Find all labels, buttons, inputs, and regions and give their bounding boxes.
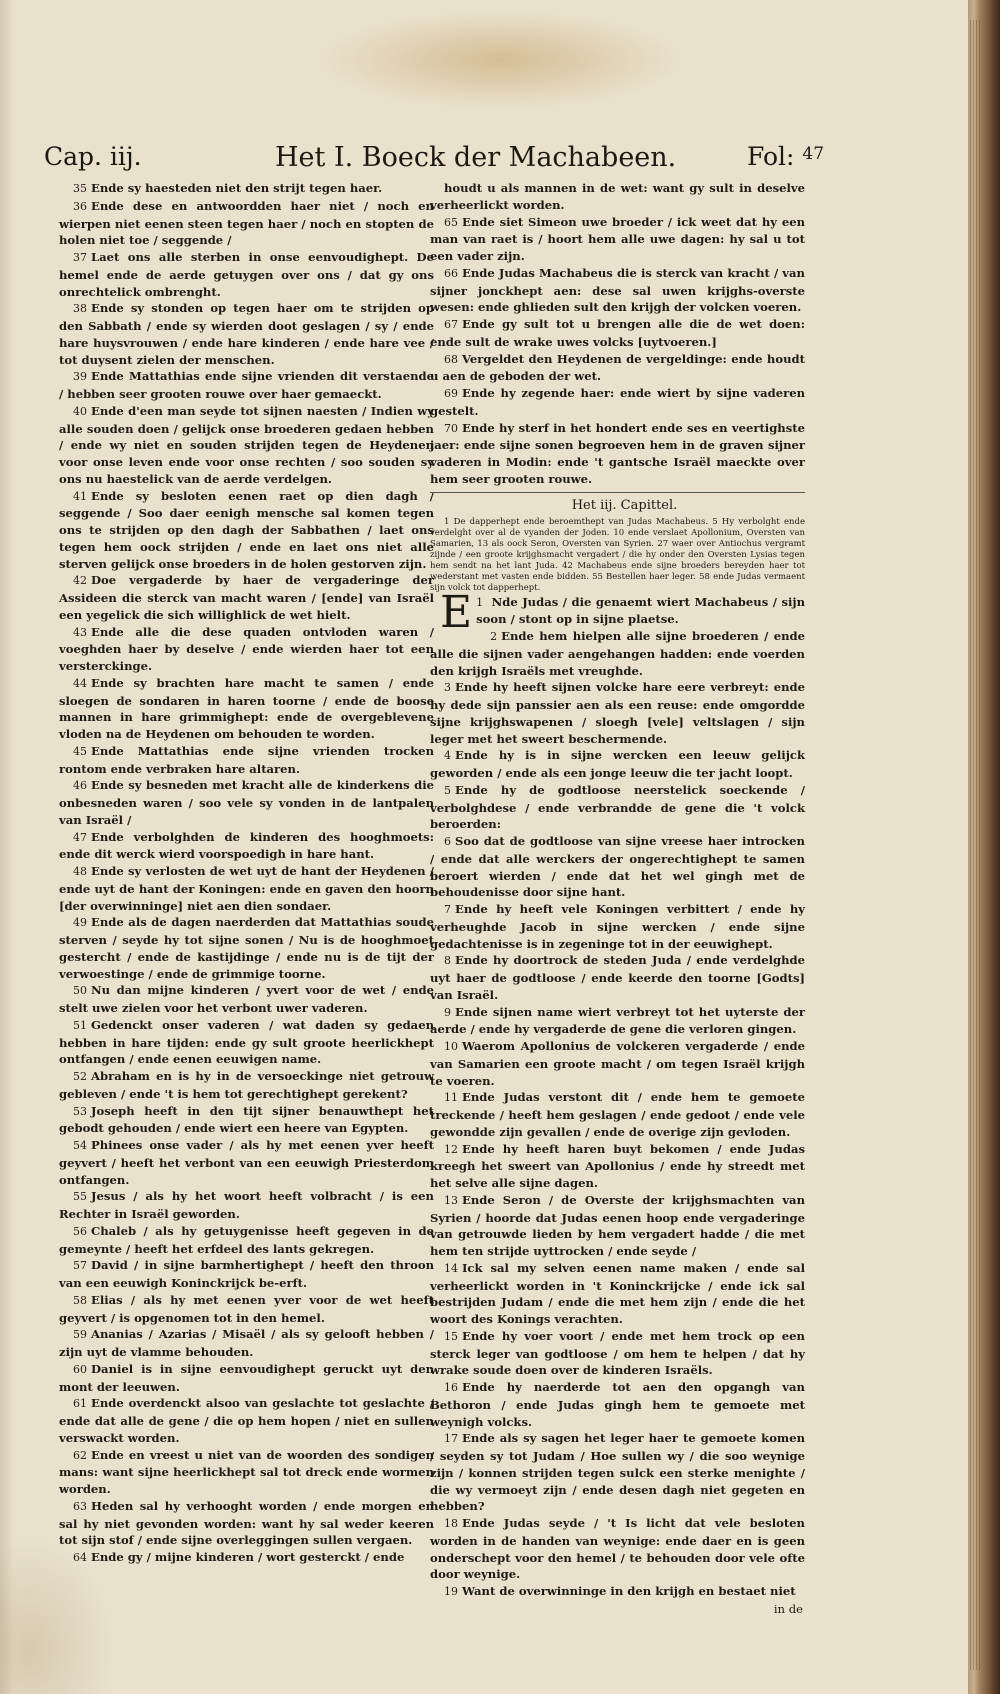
verse-text: Ick sal my selven eenen name maken / ende sal verheerlickt worden in 't Koninckrijcke / ende ick sal bestrijden Judam / ende die met hem zijn / ende die het woort des Konings verachten. bbox=[430, 1260, 805, 1326]
verse-text: Ende hy de godtloose neerstelick soeckende / verbolghdese / ende verbrandde de gene die 't volck beroerden: bbox=[430, 782, 805, 832]
verse-text: Ananias / Azarias / Misaël / als sy gelooft hebben / zijn uyt de vlamme behouden. bbox=[59, 1327, 434, 1359]
verse-text: Ende sy stonden op tegen haer om te strijden op den Sabbath / ende sy wierden doot geslagen / sy / ende hare huysvrouwen / ende hare kinderen / ende hare vee / tot duysent zielen der menschen. bbox=[59, 301, 434, 367]
verse-number: 58 bbox=[73, 1293, 87, 1307]
verse bbox=[430, 420, 805, 488]
verse-text: Elias / als hy met eenen yver voor de wet heeft geyvert / is opgenomen tot in den hemel. bbox=[59, 1292, 434, 1325]
verse-text: Laet ons alle sterben in onse eenvoudighept. De hemel ende de aerde getuygen over ons / dat gy ons onrechtelick ombrenght. bbox=[59, 250, 434, 299]
verse bbox=[59, 1395, 434, 1446]
verse bbox=[59, 198, 434, 249]
verse bbox=[59, 1257, 434, 1292]
verse-number: 54 bbox=[73, 1139, 87, 1152]
verse bbox=[430, 1038, 805, 1089]
verse-number: 19 bbox=[444, 1585, 458, 1598]
verse-number: 8 bbox=[444, 954, 451, 968]
verse bbox=[59, 675, 434, 743]
verse-text: Ende hy heeft vele Koningen verbittert / ende hy verheughde Jacob in sijne wercken / ende sijne gedachtenisse is in zegeninge tot in der eeuwighept. bbox=[430, 902, 805, 951]
verse bbox=[59, 180, 434, 198]
verse-text: Ende Seron / de Overste der krijghsmachten van Syrien / hoorde dat Judas eenen hoop ende vergaderinge van getrouwde lieden by hem vergadert hadde / die met hem ten strijde uyttrocken / ende seyde / bbox=[430, 1192, 805, 1258]
verse-number: 6 bbox=[444, 835, 451, 848]
verse bbox=[430, 833, 805, 901]
verse bbox=[430, 679, 805, 747]
verse bbox=[59, 863, 434, 914]
left-text-column bbox=[59, 180, 434, 1567]
verse-number: 42 bbox=[73, 574, 87, 588]
verse-number: 43 bbox=[73, 625, 87, 639]
chapter-heading: Het iij. Capittel. bbox=[571, 497, 678, 513]
verse-text: Ende hy is in sijne wercken een leeuw gelijck geworden / ende als een jonge leeuw die ter jacht loopt. bbox=[430, 748, 805, 780]
verse-text: Ende hy sterf in het hondert ende ses en veertighste jaer: ende sijne sonen begroeven hem in de graven sijner vaderen in Modin: ende 't gantsche Israël maeckte over hem seer grooten rouwe. bbox=[430, 420, 805, 486]
verse bbox=[59, 300, 434, 368]
verse bbox=[430, 1430, 805, 1515]
folio bbox=[747, 142, 824, 171]
verse-text: Ende Mattathias ende sijne vrienden dit verstaende / hebben seer grooten rouwe over haer gemaeckt. bbox=[59, 369, 434, 401]
verse-text: Ende sy verlosten de wet uyt de hant der Heydenen / ende uyt de hant der Koningen: ende en gaven den hoorn [der overwinninge] niet aen dien sondaer. bbox=[59, 864, 434, 913]
verse-number: 62 bbox=[73, 1448, 87, 1462]
verse-text: Want de overwinninge in den krijgh en bestaet niet bbox=[462, 1584, 796, 1598]
verse-number: 59 bbox=[73, 1328, 87, 1342]
verse-number: 9 bbox=[444, 1005, 451, 1019]
verse bbox=[430, 1192, 805, 1260]
verse-text: Ende gy / mijne kinderen / wort gesterckt / ende bbox=[91, 1550, 405, 1564]
verse-number: 56 bbox=[73, 1224, 87, 1238]
verse-text: Ende als de dagen naerderden dat Mattathias soude sterven / seyde hy tot sijne sonen / Nu is de hooghmoet gestercht / ende de kastijdinge / ende nu is de tijt der verwoestinge / ende de grimmige toorne. bbox=[59, 915, 434, 981]
verse bbox=[59, 624, 434, 675]
verse bbox=[59, 403, 434, 488]
verse bbox=[430, 952, 805, 1003]
verse bbox=[430, 1515, 805, 1583]
verse bbox=[430, 1141, 805, 1192]
verse bbox=[430, 214, 805, 265]
verse-number: 5 bbox=[444, 783, 451, 797]
verse-text: Gedenckt onser vaderen / wat daden sy gedaen hebben in hare tijden: ende gy sult groote heerlickhept ontfangen / ende eenen eeuwigen name. bbox=[59, 1017, 434, 1067]
verse bbox=[59, 488, 434, 573]
chapter-summary: 1 De dapperhept ende beroemthept van Judas Machabeus. 5 Hy verbolght ende verdelght over al de vyanden der Joden. 10 ende verslaet Apollonium, Oversten van Samarien, 13 als oock Seron, Oversten van Syrien. 27 waer over Antiochus vergramt zijnde / een groote krijghsmacht vergadert / die hy onder den Oversten Lysias tegen hem sendt na het lant Juda. 42 Machabeus ende sijne broeders bereyden haer tot wederstant met vasten ende bidden. 55 Bestellen haer leger. 58 ende Judas vermaent sijn volck tot dapperhept. bbox=[430, 516, 805, 593]
verse bbox=[430, 1583, 805, 1601]
verse bbox=[430, 901, 805, 952]
verse bbox=[59, 1188, 434, 1223]
verse-text: Ende hy heeft haren buyt bekomen / ende Judas kreegh het sweert van Apollonius / ende hy streedt met het selve alle sijne dagen. bbox=[430, 1141, 805, 1190]
verse bbox=[430, 1260, 805, 1328]
verse-text: Jesus / als hy het woort heeft volbracht / is een Rechter in Israël geworden. bbox=[59, 1189, 434, 1221]
verse-number: 12 bbox=[444, 1142, 458, 1156]
verse-number: 53 bbox=[73, 1104, 87, 1118]
verse-number: 16 bbox=[444, 1381, 458, 1394]
verse-text: Ende Judas Machabeus die is sterck van kracht / van sijner jonckhept aen: dese sal uwen krijghs-overste wesen: ende ghlieden sult den krijgh der volcken voeren. bbox=[430, 265, 805, 315]
verse-text: Joseph heeft in den tijt sijner benauwthept het gebodt gehouden / ende wiert een heere van Egypten. bbox=[59, 1103, 434, 1136]
verse-text: Ende hy zegende haer: ende wiert by sijne vaderen gestelt. bbox=[430, 386, 805, 418]
verse bbox=[59, 829, 434, 864]
verse bbox=[430, 351, 805, 386]
verse-number: 46 bbox=[73, 779, 87, 793]
verse-number: 3 bbox=[444, 681, 451, 695]
verse-text: Ende hem hielpen alle sijne broederen / ende alle die sijnen vader aengehangen hadden: ende voerden den krijgh Israëls met vreughde. bbox=[430, 629, 805, 678]
verse-text: Ende siet Simeon uwe broeder / ick weet dat hy een man van raet is / hoort hem alle uwe dagen: hy sal u tot een vader zijn. bbox=[430, 214, 805, 263]
verse bbox=[59, 1017, 434, 1068]
verse bbox=[430, 747, 805, 782]
verse-text: Nu dan mijne kinderen / yvert voor de wet / ende stelt uwe zielen voor het verbont uwer vaderen. bbox=[59, 983, 434, 1015]
verse-text: Daniel is in sijne eenvoudighept geruckt uyt den mont der leeuwen. bbox=[59, 1361, 434, 1394]
verse-number: 17 bbox=[444, 1432, 458, 1446]
verse bbox=[59, 982, 434, 1017]
verse-number: 15 bbox=[444, 1329, 458, 1343]
verse-text: Ende sy besloten eenen raet op dien dagh / seggende / Soo daer eenigh mensche sal komen tegen ons te strijden op den dagh der Sabbathen / laet ons tegen hem oock strijden / ende en laet ons niet alle sterven gelijck onse broeders in de holen gestorven zijn. bbox=[59, 488, 434, 571]
verse-number: 48 bbox=[73, 865, 87, 878]
right-text-column bbox=[430, 180, 805, 1618]
verse bbox=[430, 782, 805, 833]
verse-number: 64 bbox=[73, 1551, 87, 1564]
verse bbox=[59, 368, 434, 403]
verse-number: 7 bbox=[444, 903, 451, 916]
verse bbox=[430, 1328, 805, 1379]
verse-text: Ende Mattathias ende sijne vrienden trocken rontom ende verbraken hare altaren. bbox=[59, 743, 434, 776]
verse-text: Vergeldet den Heydenen de vergeldinge: ende houdt u aen de geboden der wet. bbox=[430, 351, 805, 384]
verse-number: 70 bbox=[444, 421, 458, 435]
verse-number: 40 bbox=[73, 404, 87, 418]
verse-number: 2 bbox=[490, 630, 498, 643]
verse-text: Ende en vreest u niet van de woorden des sondigen mans: want sijne heerlickhept sal tot dreck ende wormen worden. bbox=[59, 1447, 434, 1496]
verse-text: Ende alle die dese quaden ontvloden waren / voeghden haer by deselve / ende wierden haer tot een versterckinge. bbox=[59, 624, 434, 673]
running-head-chapter: Cap. iij. bbox=[44, 142, 142, 171]
running-head-title: Het I. Boeck der Machabeen. bbox=[275, 142, 677, 173]
verse-text: Chaleb / als hy getuygenisse heeft gegeven in de gemeynte / heeft het erfdeel des lants gekregen. bbox=[59, 1223, 434, 1256]
folio-label: Fol: bbox=[747, 142, 795, 171]
verse-text: David / in sijne barmhertighept / heeft den throon van een eeuwigh Koninckrijck be-erft. bbox=[59, 1258, 434, 1290]
verse-number: 13 bbox=[444, 1193, 458, 1207]
verse-text: Ende hy heeft sijnen volcke hare eere verbreyt: ende hy dede sijn panssier aen als een reuse: ende omgordde sijne krijghswapenen / sloegh [vele] veltslagen / sijn leger met het sweert beschermende. bbox=[430, 680, 805, 746]
verse bbox=[59, 1447, 434, 1498]
verse-number: 63 bbox=[73, 1499, 87, 1513]
verse-number: 4 bbox=[444, 749, 451, 763]
verse-number: 65 bbox=[444, 215, 458, 229]
verse-1 bbox=[430, 586, 805, 638]
verse-number: 11 bbox=[444, 1091, 458, 1105]
verse bbox=[59, 777, 434, 828]
catchword: in de bbox=[773, 1601, 803, 1616]
verse-number: 37 bbox=[73, 251, 87, 264]
verse bbox=[59, 249, 434, 300]
verse-text: Ende als sy sagen het leger haer te gemoete komen / seyden sy tot Judam / Hoe sullen wy / die soo weynige zijn / konnen strijden tegen sulck een sterke menighte / die wy vermoeyt zijn / ende desen dagh niet gegeten en hebben? bbox=[430, 1431, 805, 1514]
folio-number: 47 bbox=[802, 144, 825, 164]
verse-number: 61 bbox=[73, 1397, 87, 1411]
verse-text: Ende hy naerderde tot aen den opgangh van Bethoron / ende Judas gingh hem te gemoete met weynigh volcks. bbox=[430, 1380, 805, 1429]
verse-number: 18 bbox=[444, 1517, 458, 1530]
verse-text: Abraham en is hy in de versoeckinge niet getrouw gebleven / ende 't is hem tot gerechtighept gerekent? bbox=[59, 1069, 434, 1101]
verse bbox=[59, 914, 434, 982]
verse bbox=[59, 1223, 434, 1258]
verse-text: Doe vergaderde by haer de vergaderinge der Assideen die sterck van macht waren / [ende] van Israël een yegelick die sich willighlick de wet hielt. bbox=[59, 573, 434, 622]
verse bbox=[59, 1103, 434, 1138]
verse bbox=[430, 180, 805, 214]
verse-text: Ende verbolghden de kinderen des hooghmoets: ende dit werck wierd voorspoedigh in hare hant. bbox=[59, 829, 434, 862]
verse-number: 60 bbox=[73, 1362, 87, 1376]
verse bbox=[59, 1137, 434, 1188]
verse bbox=[430, 316, 805, 351]
verse-number: 69 bbox=[444, 387, 458, 400]
verse-number: 67 bbox=[444, 318, 458, 331]
verse bbox=[430, 385, 805, 420]
verse-number: 36 bbox=[73, 199, 87, 213]
verse-number: 45 bbox=[73, 744, 87, 758]
verse-number: 47 bbox=[73, 830, 87, 844]
verse-text: Ende sijnen name wiert verbreyt tot het uyterste der aerde / ende hy vergaderde de gene die verloren gingen. bbox=[430, 1004, 805, 1037]
verse-number: 1 bbox=[476, 595, 484, 609]
verse-number: 41 bbox=[73, 489, 87, 503]
verse-text: Ende d'een man seyde tot sijnen naesten / Indien wy alle souden doen / gelijck onse broederen gedaen hebben / ende wy niet en souden strijden tegen de Heydenen voor onse leven ende voor onse rechten / soo souden sy ons nu haestelick van de aerde verdelgen. bbox=[59, 403, 434, 486]
verse-text: Phinees onse vader / als hy met eenen yver heeft geyvert / heeft het verbont van een eeuwigh Priesterdom ontfangen. bbox=[59, 1138, 434, 1187]
verse-text: Ende hy voer voort / ende met hem trock op een sterck leger van godtloose / om hem te helpen / dat hy wrake soude doen over de kinderen Israëls. bbox=[430, 1328, 805, 1378]
verse-number: 10 bbox=[444, 1040, 458, 1053]
verse-text: Nde Judas / die genaemt wiert Machabeus / sijn soon / stont op in sijne plaetse. bbox=[476, 594, 805, 627]
chapter-divider bbox=[430, 492, 805, 493]
verse-text: Ende gy sult tot u brengen alle die de wet doen: ende sult de wrake uwes volcks [uytvoeren.] bbox=[430, 317, 805, 349]
verse-text: Heden sal hy verhooght worden / ende morgen en sal hy niet gevonden worden: want hy sal weder keeren tot sijn stof / ende sijne overleggingen sullen vergaen. bbox=[59, 1498, 434, 1548]
verse bbox=[59, 1068, 434, 1103]
verse-number: 51 bbox=[73, 1018, 87, 1032]
verse bbox=[430, 265, 805, 316]
verse-text: Ende sy besneden met kracht alle de kinderkens die onbesneden waren / soo vele sy vonden in de lantpalen van Israël / bbox=[59, 778, 434, 827]
verse bbox=[59, 1326, 434, 1361]
verse-number: 35 bbox=[73, 182, 87, 195]
verse bbox=[430, 628, 805, 679]
verse-text: Ende overdenckt alsoo van geslachte tot geslachte / ende dat alle de gene / die op hem hopen / niet en sullen verswackt worden. bbox=[59, 1396, 434, 1445]
verse-text: Ende hy doortrock de steden Juda / ende verdelghde uyt haer de godtloose / ende keerde den toorne [Godts] van Israël. bbox=[430, 953, 805, 1002]
verse bbox=[59, 1361, 434, 1396]
verse-number: 49 bbox=[73, 916, 87, 930]
verse-text: Waerom Apollonius de volckeren vergaderde / ende van Samarien een groote macht / om tegen Israël krijgh te voeren. bbox=[430, 1039, 805, 1088]
verse-text: Ende sy brachten hare macht te samen / ende sloegen de sondaren in haren toorne / ende de boose mannen in hare grimmighept: ende de overgeblevene vloden na de Heydenen om behouden te worden. bbox=[59, 675, 434, 741]
chapter-ii-ending bbox=[430, 180, 805, 488]
verse bbox=[59, 743, 434, 778]
verse-text: Soo dat de godtloose van sijne vreese haer introcken / ende dat alle werckers der ongerechtighept te samen beroert wierden / ende dat het wel gingh met de behoudenisse door sijne hant. bbox=[430, 834, 805, 900]
verse-number: 52 bbox=[73, 1070, 87, 1083]
verse bbox=[59, 1292, 434, 1327]
page-edge-leaves bbox=[970, 20, 980, 1670]
verse-number: 44 bbox=[73, 676, 87, 690]
verse-text: Ende Judas verstont dit / ende hem te gemoete treckende / heeft hem geslagen / ende gedoot / ende vele gewondde zijn gevallen / ende de overige zijn gevloden. bbox=[430, 1090, 805, 1139]
verse bbox=[59, 572, 434, 623]
verse-number: 66 bbox=[444, 266, 458, 280]
verse bbox=[59, 1549, 434, 1567]
verse bbox=[430, 1379, 805, 1430]
verse-number: 55 bbox=[73, 1190, 87, 1204]
verse-number: 57 bbox=[73, 1259, 87, 1273]
verse bbox=[430, 1089, 805, 1140]
verse-number: 68 bbox=[444, 352, 458, 366]
verse-text: Ende sy haesteden niet den strijt tegen haer. bbox=[91, 181, 383, 195]
verse-text: houdt u als mannen in de wet: want gy sult in deselve verheerlickt worden. bbox=[430, 181, 805, 212]
verse bbox=[430, 1004, 805, 1039]
verse-number: 50 bbox=[73, 984, 87, 998]
verse bbox=[59, 1498, 434, 1549]
chapter-iii-verses bbox=[430, 628, 805, 1601]
verse-number: 39 bbox=[73, 370, 87, 384]
drop-cap: E bbox=[440, 586, 473, 638]
verse-text: Ende Judas seyde / 't Is licht dat vele besloten worden in de handen van weynige: ende daer en is geen onderschept voor den hemel / te behouden door vele ofte door weynige. bbox=[430, 1516, 805, 1582]
verse-text: Ende dese en antwoordden haer niet / noch en wierpen niet eenen steen tegen haer / noch en stopten de holen niet toe / seggende / bbox=[59, 198, 434, 248]
verse-number: 14 bbox=[444, 1261, 458, 1275]
verse-number: 38 bbox=[73, 302, 87, 316]
